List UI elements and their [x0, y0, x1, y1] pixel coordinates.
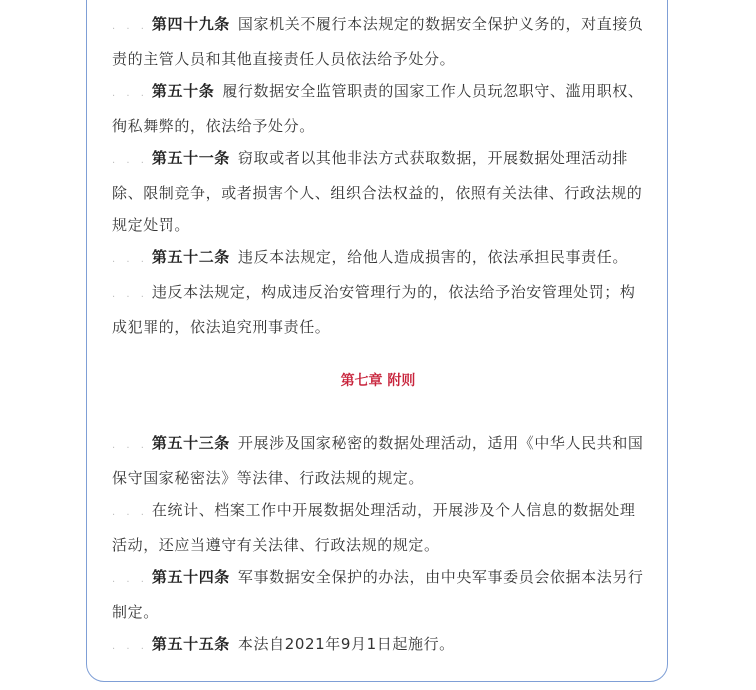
- paragraph: [112, 276, 644, 343]
- chapter-heading: 第七章 附则: [340, 373, 416, 389]
- indent-mark: . . .: [112, 21, 148, 32]
- paragraph: [112, 241, 644, 276]
- indent-mark: . . .: [112, 88, 148, 99]
- article-text: 履行数据安全监管职责的国家工作人员玩忽职守、滥用职权、徇私舞弊的，依法给予处分。: [112, 82, 644, 135]
- article-number: 第五十三条: [151, 434, 230, 452]
- article-text: 违反本法规定，构成违反治安管理行为的，依法给予治安管理处罚；构成犯罪的，依法追究刑事责任。: [112, 283, 636, 336]
- paragraph: [112, 142, 644, 241]
- indent-mark: . . .: [112, 155, 148, 166]
- article-text: 开展涉及国家秘密的数据处理活动，适用《中华人民共和国保守国家秘密法》等法律、行政法规的规定。: [112, 434, 644, 487]
- article-number: 第五十五条: [151, 635, 230, 653]
- paragraph: [112, 628, 644, 663]
- article-text: 国家机关不履行本法规定的数据安全保护义务的，对直接负责的主管人员和其他直接责任人员依法给予处分。: [112, 15, 644, 68]
- article-number: 第四十九条: [151, 15, 230, 33]
- paragraph: [112, 8, 644, 75]
- article-text: 本法自2021年9月1日起施行。: [237, 635, 455, 653]
- indent-mark: . . .: [112, 507, 148, 518]
- article-list-top: [112, 8, 644, 343]
- article-list-bottom: [112, 427, 644, 663]
- paragraph: [112, 75, 644, 142]
- paragraph: [112, 561, 644, 628]
- paragraph: [112, 427, 644, 494]
- paragraph: [112, 494, 644, 561]
- indent-mark: . . .: [112, 574, 148, 585]
- article-text: 窃取或者以其他非法方式获取数据，开展数据处理活动排除、限制竞争，或者损害个人、组织合法权益的，依照有关法律、行政法规的规定处罚。: [112, 149, 643, 234]
- article-number: 第五十二条: [151, 248, 230, 266]
- article-text: 军事数据安全保护的办法，由中央军事委员会依据本法另行制定。: [112, 568, 644, 621]
- indent-mark: . . .: [112, 254, 148, 265]
- article-number: 第五十条: [151, 82, 215, 100]
- indent-mark: . . .: [112, 440, 148, 451]
- article-number: 第五十四条: [151, 568, 230, 586]
- law-text: [112, 8, 644, 663]
- article-text: 在统计、档案工作中开展数据处理活动，开展涉及个人信息的数据处理活动，还应当遵守有关法律、行政法规的规定。: [112, 501, 636, 554]
- indent-mark: . . .: [112, 641, 148, 652]
- article-text: 违反本法规定，给他人造成损害的，依法承担民事责任。: [237, 248, 628, 266]
- article-number: 第五十一条: [151, 149, 230, 167]
- indent-mark: . . .: [112, 289, 148, 300]
